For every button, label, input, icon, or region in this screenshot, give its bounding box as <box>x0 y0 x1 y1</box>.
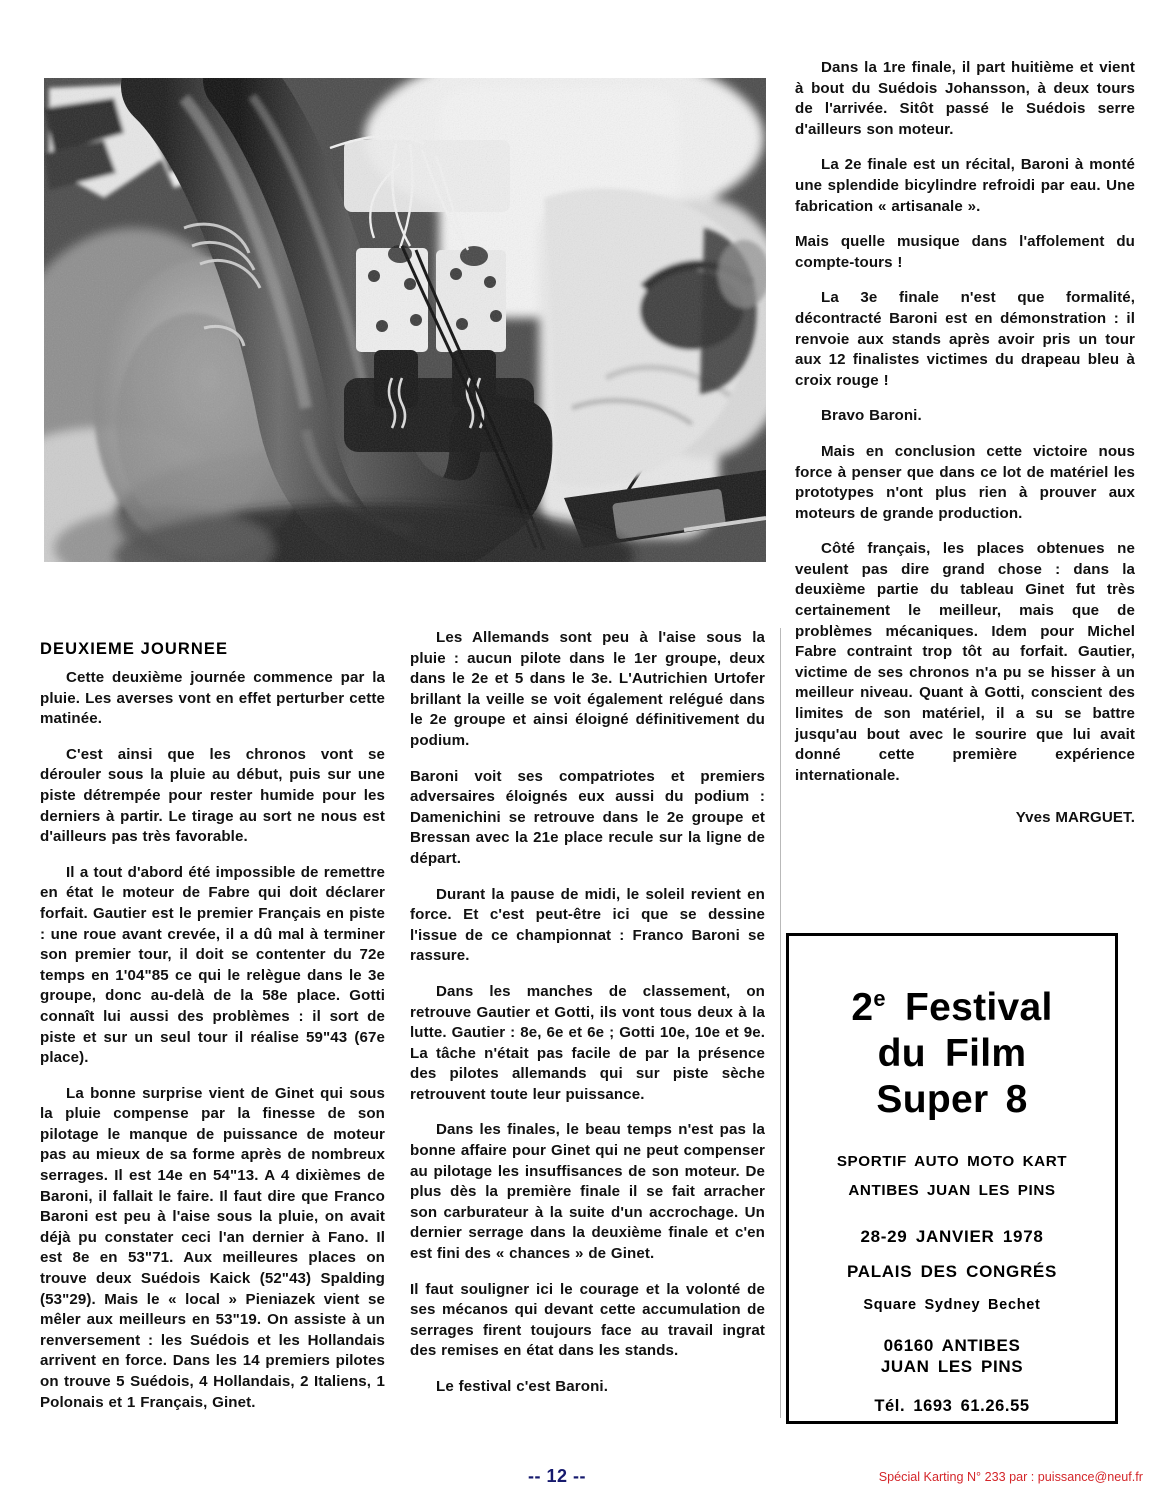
page-number: -- 12 -- <box>528 1466 586 1486</box>
column-divider-rule <box>780 628 781 1418</box>
article-column-right <box>795 58 1135 844</box>
paragraph: Le festival c'est Baroni. <box>436 1378 609 1395</box>
ad-title-word-festival: Festival <box>904 986 1053 1029</box>
paragraph: Il a tout d'abord été impossible de remettre en état le moteur de Fabre qui doit déclarer forfait. Gautier est le premier Français en piste : une roue avant crevée, il a dû mal à terminer son premier tour, il doit se contenter du 72e temps en 1'04"85 ce qui le relègue dans le 3e groupe, donc au-delà de la 58e place. Gotti connaît lui aussi des problèmes : il sort de piste et sur un seul tour il réalise 59"43 (67e place). <box>40 863 385 1067</box>
ad-dates: 28-29 JANVIER 1978 <box>860 1227 1044 1246</box>
ad-title <box>789 976 1115 1123</box>
paragraph: Bravo Baroni. <box>821 407 922 425</box>
article-column-middle <box>410 628 765 1413</box>
ad-title-ordinal: 2 <box>851 986 874 1029</box>
paragraph: Les Allemands sont peu à l'aise sous la pluie : aucun pilote dans le 1er groupe, deux dans le 2e et 5 dans le 3e. L'Autrichien Urtofer brillant la veille se voit également relégué dans le 2e groupe et ainsi éloigné définitivement du podium. <box>410 629 765 749</box>
paragraph: Dans les manches de classement, on retrouve Gautier et Gotti, ils vont tous deux à la lutte. Gautier : 8e, 6e et 6e ; Gotti 10e, 10e et 9e. La tâche n'était pas facile de par la présence des pilotes allemands qui sur piste sèche retrouvent toute leur puissance. <box>410 982 765 1103</box>
article-byline: Yves MARGUET. <box>1015 809 1135 827</box>
article-column-left <box>40 668 385 1428</box>
ad-title-line-2: du Film <box>877 1032 1027 1075</box>
paragraph: La bonne surprise vient de Ginet qui sous la pluie compense par la finesse de son pilotage le manque de puissance de moteur pas au mieux de sa forme après de nombreux serrages. Il est 14e en 54"13. A 4 dixièmes de Baroni, il fallait le faire. Il faut dire que Franco Baroni est peu à l'aise sous la pluie, on avait déjà pu constater ceci l'an dernier à Fano. Il est 8e en 53"71. Aux meilleures places on trouve deux Suédois Kaick (52"43) Spalding (53"29). Mais le « local » Pieniazek vient se mêler aux meilleurs en 53"19. On assiste à un renversement : les Suédois et les Hollandais arrivent en force. Dans les 14 premiers pilotes on trouve 5 Suédois, 4 Hollandais, 2 Italiens, 1 Polonais et 1 Français, Ginet. <box>40 1084 385 1411</box>
ad-subtitle-categories: SPORTIF AUTO MOTO KART <box>836 1153 1068 1170</box>
paragraph: C'est ainsi que les chronos vont se dérouler sous la pluie au début, puis sur une piste détrempée pour rester humide pour les derniers à partir. Le tirage au sort ne nous est d'ailleurs pas très favorable. <box>40 745 385 846</box>
ad-city-line-2: JUAN LES PINS <box>880 1357 1024 1376</box>
ad-title-line-3: Super 8 <box>876 1078 1028 1121</box>
paragraph: Dans les finales, le beau temps n'est pas la bonne affaire pour Ginet qui ne peut compenser au pilotage les insuffisances de son moteur. De plus dès la première finale il se fait arracher son carburateur à la suite d'un accrochage. Un dernier serrage dans la deuxième finale et c'en est fini des « chances » de Ginet. <box>410 1121 765 1263</box>
paragraph: La 3e finale n'est que formalité, décontracté Baroni est en démonstration : il renvoie aux stands après avoir pris un tour aux 12 finalistes victimes du drapeau bleu à croix rouge ! <box>795 289 1135 389</box>
scan-credit-line: Spécial Karting N° 233 par : puissance@neuf.fr <box>878 1470 1143 1484</box>
ad-city-line-1: 06160 ANTIBES <box>883 1336 1021 1355</box>
paragraph: Dans la 1re finale, il part huitième et vient à bout du Suédois Johansson, à deux tours de l'arrivée. Sitôt passé le Suédois serre d'ailleurs son moteur. <box>795 59 1135 138</box>
ad-city <box>789 1335 1115 1377</box>
paragraph: Durant la pause de midi, le soleil revient en force. Et c'est peut-être ici que se dessine l'issue de ce championnat : Franco Baroni se rassure. <box>410 885 765 965</box>
section-headline: DEUXIEME JOURNEE <box>40 639 229 658</box>
paragraph: Côté français, les places obtenues ne veulent pas dire grand chose : dans la deuxième partie du tableau Ginet fut très certainement le meilleur, mais que de problèmes mécaniques. Idem pour Michel Fabre contraint trop tôt au forfait. Gautier, victime de ses chronos n'a pu se hisser à un meilleur niveau. Quant à Gotti, conscient des limites de son matériel, il a su se battre jusqu'au bout avec le sourire que lui avait donné cette première expérience internationale. <box>795 540 1135 784</box>
festival-advertisement[interactable] <box>786 933 1118 1424</box>
ad-phone: Tél. 1693 61.26.55 <box>874 1397 1030 1415</box>
ad-venue: PALAIS DES CONGRÉS <box>846 1262 1058 1281</box>
paragraph: Baroni voit ses compatriotes et premiers adversaires éloignés eux aussi du podium : Damenichini se retrouve dans le 2e groupe et Bressan avec la 21e place recule sur la ligne de départ. <box>410 767 765 867</box>
paragraph: Il faut souligner ici le courage et la volonté de ses mécanos qui devant cette accumulation de serrages firent toujours face au travail ingrat des remises en état dans les stands. <box>410 1280 765 1360</box>
paragraph: La 2e finale est un récital, Baroni à monté une splendide bicylindre refroidi par eau. Une fabrication « artisanale ». <box>795 156 1135 215</box>
paragraph: Mais en conclusion cette victoire nous force à penser que dans ce lot de matériel les prototypes n'ont plus rien à prouver aux moteurs de grande production. <box>795 442 1135 522</box>
ad-subtitle-location: ANTIBES JUAN LES PINS <box>848 1182 1056 1199</box>
ad-title-ordinal-suffix: e <box>873 986 886 1011</box>
paragraph: Mais quelle musique dans l'affolement du compte-tours ! <box>795 233 1135 271</box>
ad-street-address: Square Sydney Bechet <box>863 1297 1041 1313</box>
kart-engine-photo <box>44 78 766 562</box>
paragraph: Cette deuxième journée commence par la pluie. Les averses vont en effet perturber cette matinée. <box>40 669 385 728</box>
